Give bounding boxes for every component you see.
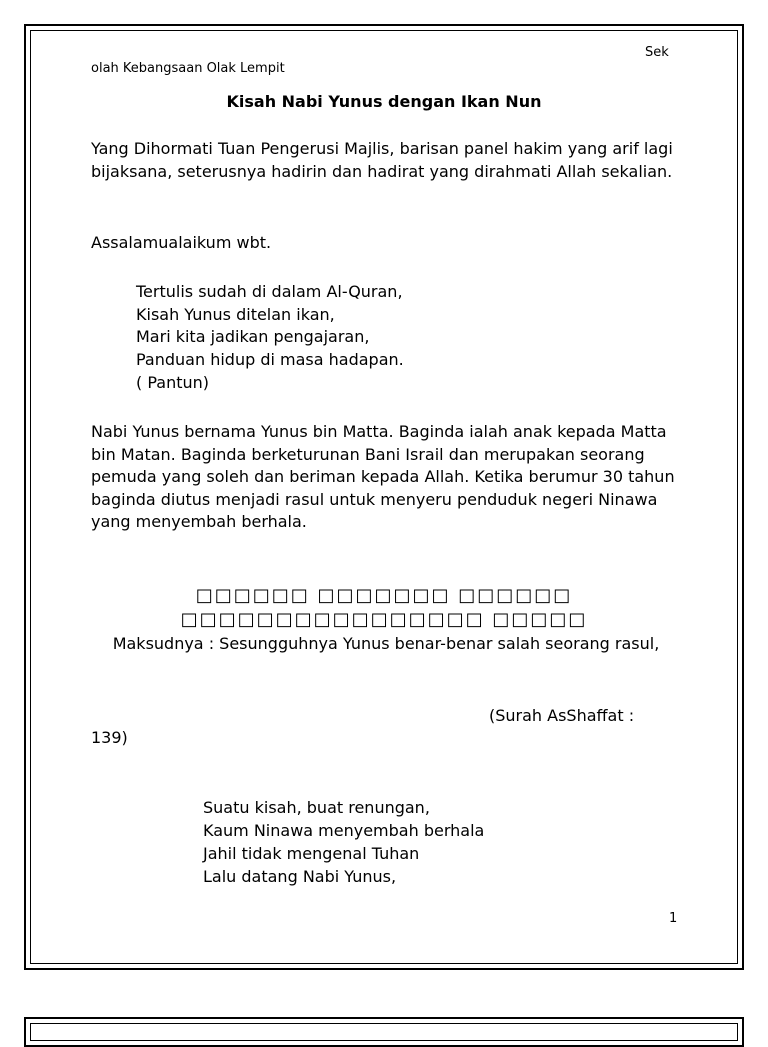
greeting-paragraph: Yang Dihormati Tuan Pengerusi Majlis, barisan panel hakim yang arif lagi bijaksana, seterusnya hadirin dan hadirat yang dirahmati Allah sekalian. bbox=[91, 139, 673, 181]
citation-surah: (Surah AsShaffat : bbox=[489, 706, 635, 725]
pantun-line: Mari kita jadikan pengajaran, bbox=[136, 327, 370, 346]
header-school-name: olah Kebangsaan Olak Lempit bbox=[91, 61, 285, 76]
salam-line: Assalamualaikum wbt. bbox=[91, 233, 272, 252]
header-right-fragment: Sek bbox=[645, 45, 669, 60]
story-paragraph: Nabi Yunus bernama Yunus bin Matta. Baginda ialah anak kepada Matta bin Matan. Baginda berketurunan Bani Israil dan merupakan seorang pemuda yang soleh dan beriman kepada Allah. Ketika berumur 30 tahun baginda diutus menjadi rasul untuk menyeru penduduk negeri Ninawa yang menyembah berhala. bbox=[91, 422, 675, 531]
poem-line: Suatu kisah, buat renungan, bbox=[203, 798, 430, 817]
pantun-line: Tertulis sudah di dalam Al-Quran, bbox=[136, 282, 403, 301]
pantun-line: Panduan hidup di masa hadapan. bbox=[136, 350, 404, 369]
citation-verse-number: 139) bbox=[91, 728, 128, 747]
poem-line: Jahil tidak mengenal Tuhan bbox=[203, 844, 420, 863]
pantun-line: Kisah Yunus ditelan ikan, bbox=[136, 305, 335, 324]
next-page-border bbox=[24, 1017, 744, 1047]
next-page-border-inner bbox=[30, 1023, 738, 1041]
arabic-verse-line: □□□□□□ □□□□□□□ □□□□□□ bbox=[195, 585, 573, 606]
verse-translation: Maksudnya : Sesungguhnya Yunus benar-benar salah seorang rasul, bbox=[112, 634, 660, 653]
poem-line: Kaum Ninawa menyembah berhala bbox=[203, 821, 485, 840]
page-number: 1 bbox=[669, 911, 678, 926]
poem-line: Lalu datang Nabi Yunus, bbox=[203, 867, 397, 886]
arabic-verse-line: □□□□□□□□□□□□□□□□ □□□□□ bbox=[180, 609, 588, 630]
document-title: Kisah Nabi Yunus dengan Ikan Nun bbox=[226, 92, 542, 111]
pantun-label: ( Pantun) bbox=[136, 373, 209, 392]
